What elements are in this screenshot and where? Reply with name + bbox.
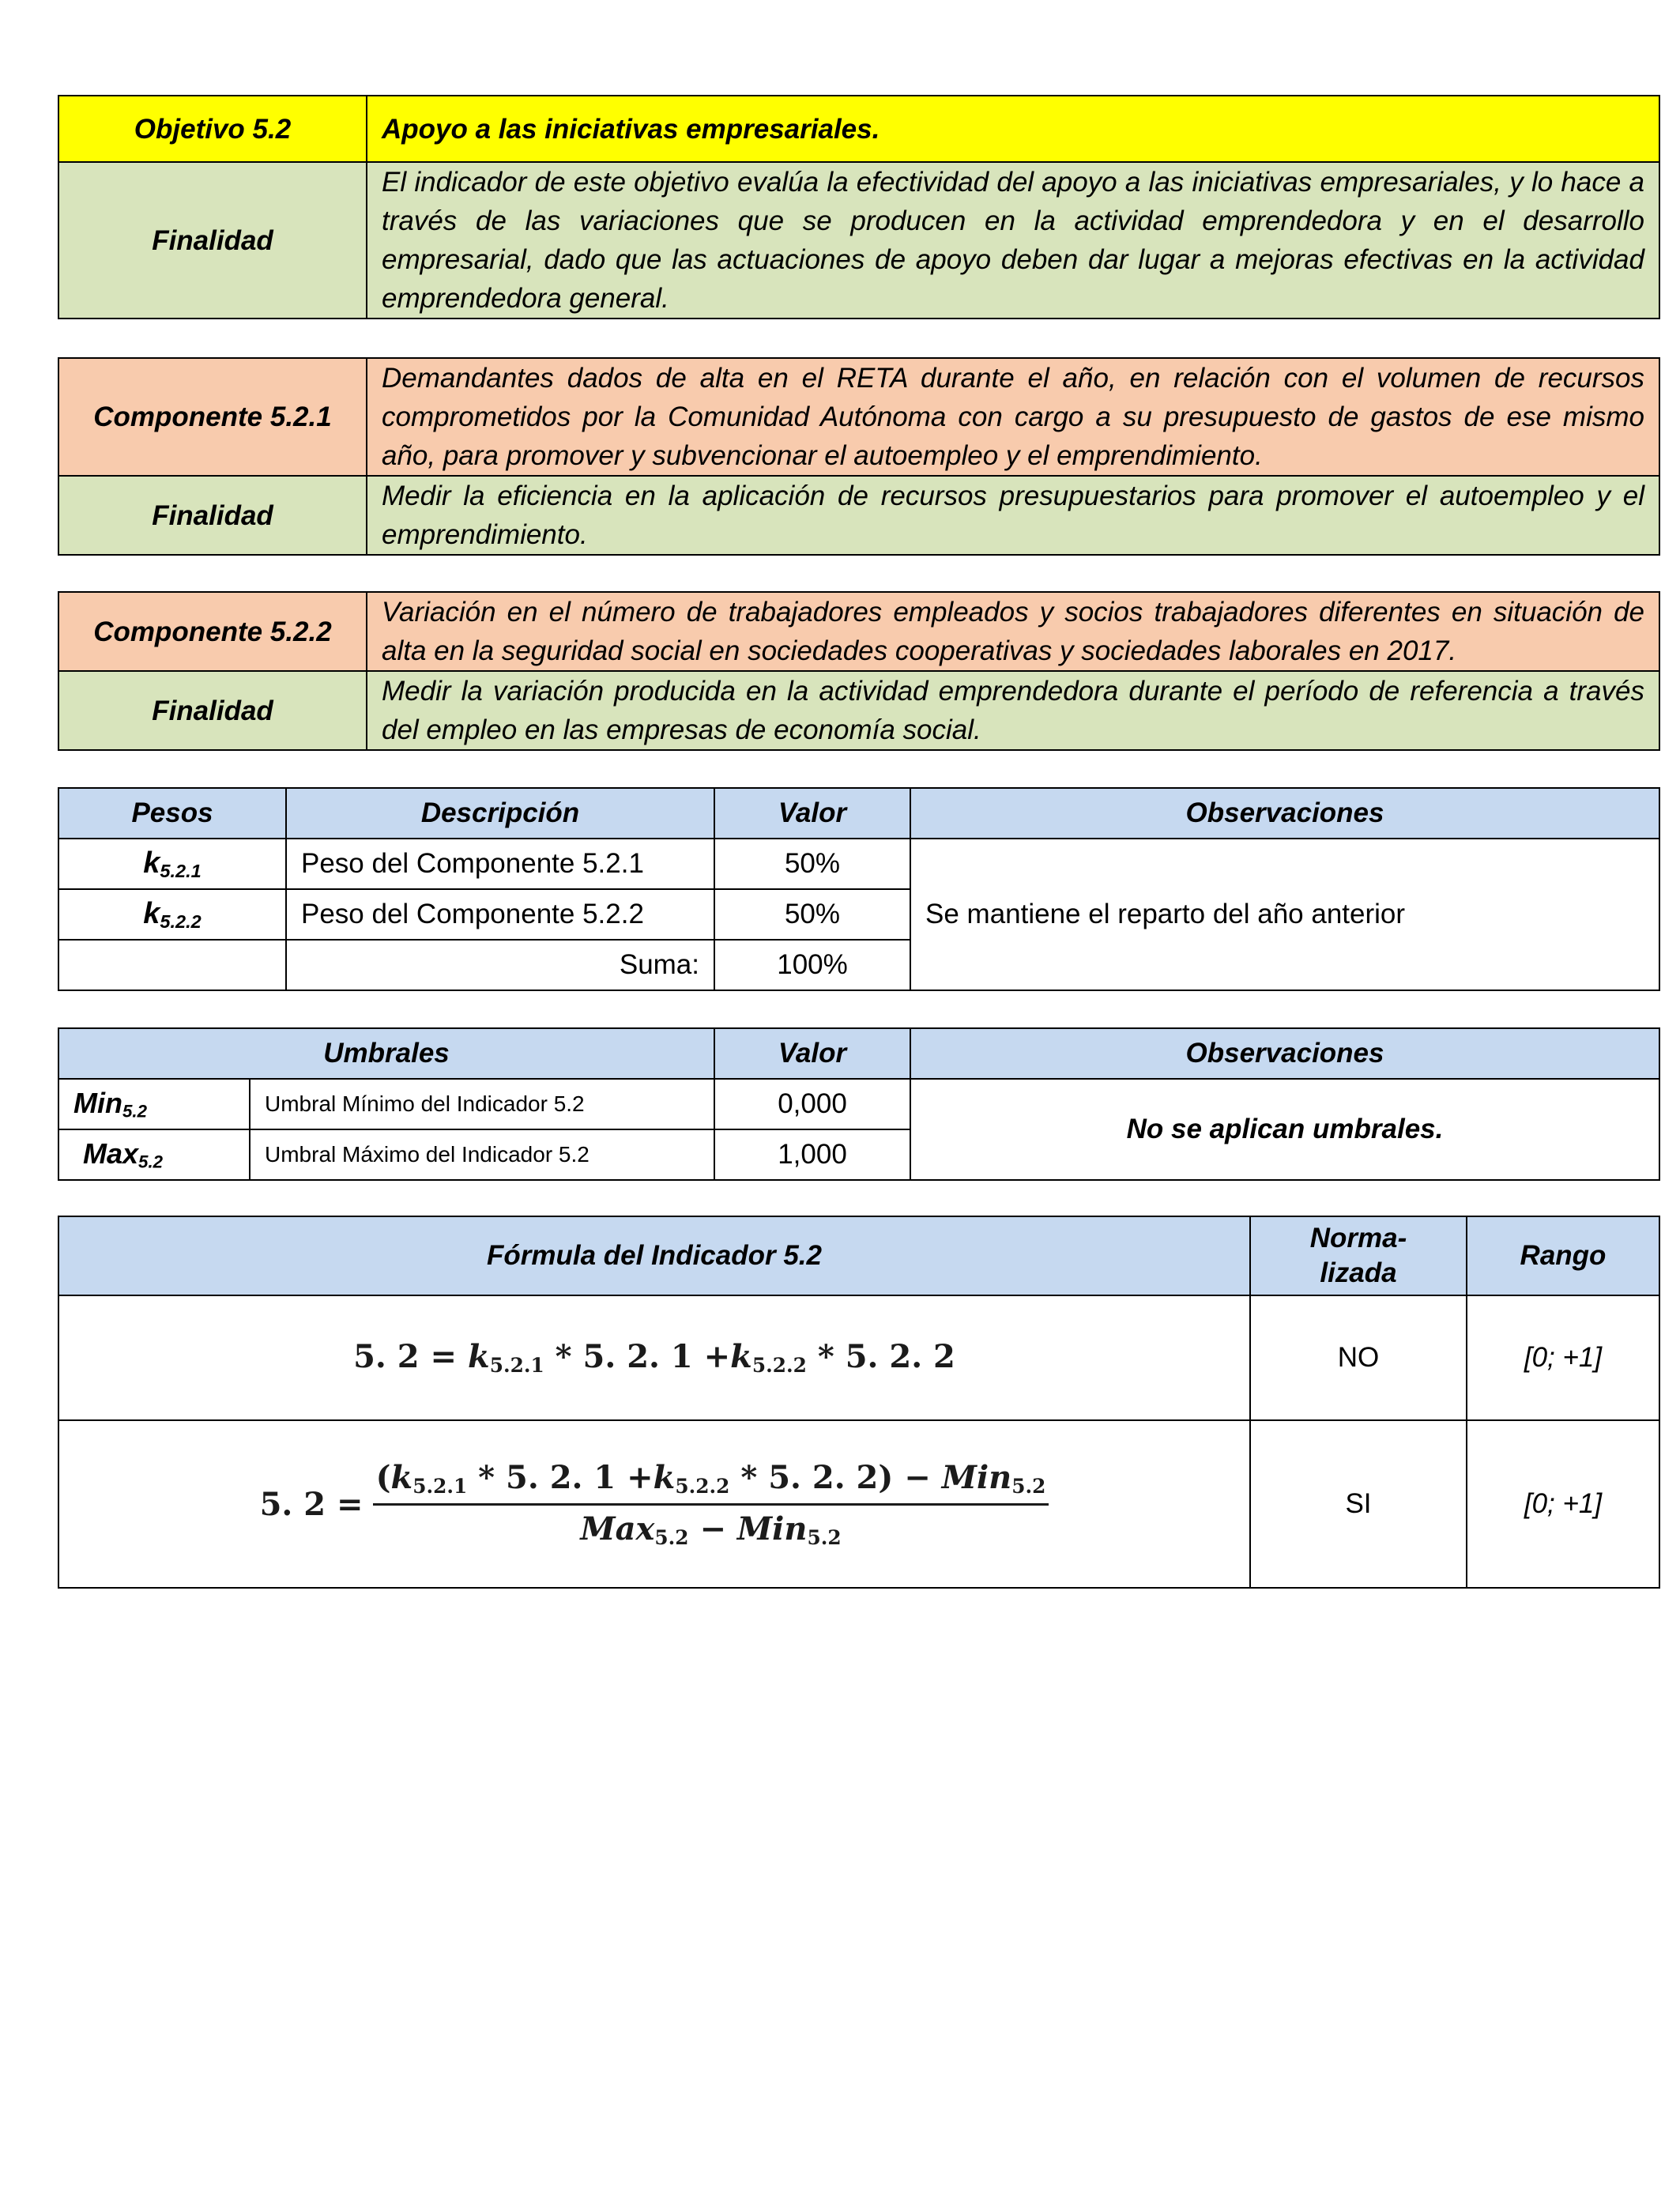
pesos-header-descripcion: Descripción <box>286 788 714 839</box>
objetivo-table <box>58 95 1660 319</box>
pesos-suma-label: Suma: <box>286 940 714 990</box>
peso-symbol-k522: $k_{5.2.2}$ <box>58 889 286 940</box>
componente-521-label: Componente 5.2.1 <box>58 358 367 476</box>
umbral-desc-max: Umbral Máximo del Indicador 5.2 <box>250 1129 714 1180</box>
pesos-suma-empty <box>58 940 286 990</box>
formula-2: 5. 2 = ($k_{5.2.1} * 5$. 2. $1 +k_{5.2.2} * 5$. 2. 2) − Min$_{5.2}$ Max$_{5.2}$ − Min$_{5.2}$ <box>58 1420 1250 1588</box>
formula-2-numerator: ($k_{5.2.1} * 5$. 2. $1 +k_{5.2.2} * 5$. 2. 2) − Min$_{5.2}$ <box>375 1459 1046 1498</box>
umbral-valor-max: 1,000 <box>714 1129 910 1180</box>
componente-522-label: Componente 5.2.2 <box>58 592 367 671</box>
formula-2-denominator: Max$_{5.2}$ − Min$_{5.2}$ <box>580 1510 842 1549</box>
umbrales-header-observaciones: Observaciones <box>910 1028 1659 1079</box>
formula-2-rango: [0; +1] <box>1467 1420 1659 1588</box>
componente-521-finalidad-label: Finalidad <box>58 476 367 555</box>
pesos-suma-valor: 100% <box>714 940 910 990</box>
formula-header-rango: Rango <box>1467 1216 1659 1295</box>
formula-2-normalizada: SI <box>1250 1420 1467 1588</box>
umbrales-observacion: No se aplican umbrales. <box>910 1079 1659 1180</box>
pesos-header-valor: Valor <box>714 788 910 839</box>
formula-1-normalizada: NO <box>1250 1295 1467 1420</box>
objetivo-finalidad-label: Finalidad <box>58 162 367 319</box>
pesos-header-pesos: Pesos <box>58 788 286 839</box>
umbral-desc-min: Umbral Mínimo del Indicador 5.2 <box>250 1079 714 1129</box>
objetivo-finalidad-text: El indicador de este objetivo evalúa la efectividad del apoyo a las iniciativas empresariales, y lo hace a través de las variaciones que se producen en la actividad emprendedora y en el desarrollo empresarial, dado que las actuaciones de apoyo deben dar lugar a mejoras efectivas en la actividad emprendedora general. <box>367 162 1659 319</box>
componente-522-finalidad-label: Finalidad <box>58 671 367 750</box>
formula-table <box>58 1216 1660 1589</box>
peso-symbol-k521: $k_{5.2.1}$ <box>58 839 286 889</box>
peso-valor-521: 50% <box>714 839 910 889</box>
objetivo-title: Apoyo a las iniciativas empresariales. <box>367 96 1659 162</box>
componente-521-finalidad-text: Medir la eficiencia en la aplicación de recursos presupuestarios para promover el autoempleo y el emprendimiento. <box>367 476 1659 555</box>
peso-desc-522: Peso del Componente 5.2.2 <box>286 889 714 940</box>
pesos-table <box>58 787 1660 991</box>
componente-521-text: Demandantes dados de alta en el RETA durante el año, en relación con el volumen de recursos comprometidos por la Comunidad Autónoma con cargo a su presupuesto de gastos de ese mismo año, para promover y subvencionar el autoempleo y el emprendimiento. <box>367 358 1659 476</box>
umbral-symbol-max: Max$_{5.2}$ <box>58 1129 250 1180</box>
formula-1: 5. $2 = k_{5.2.1} * 5$. 2. $1 +k_{5.2.2} * 5$. 2. 2 <box>58 1295 1250 1420</box>
formula-1-rango: [0; +1] <box>1467 1295 1659 1420</box>
componente-522-text: Variación en el número de trabajadores empleados y socios trabajadores diferentes en situación de alta en la seguridad social en sociedades cooperativas y sociedades laborales en 2017. <box>367 592 1659 671</box>
formula-header-title: Fórmula del Indicador 5.2 <box>58 1216 1250 1295</box>
umbral-valor-min: 0,000 <box>714 1079 910 1129</box>
pesos-observacion: Se mantiene el reparto del año anterior <box>910 839 1659 990</box>
componente-521-table <box>58 357 1660 556</box>
umbrales-header-umbrales: Umbrales <box>58 1028 714 1079</box>
umbral-symbol-min: Min$_{5.2}$ <box>58 1079 250 1129</box>
peso-valor-522: 50% <box>714 889 910 940</box>
umbrales-header-valor: Valor <box>714 1028 910 1079</box>
umbrales-table <box>58 1027 1660 1181</box>
componente-522-finalidad-text: Medir la variación producida en la actividad emprendedora durante el período de referencia a través del empleo en las empresas de economía social. <box>367 671 1659 750</box>
objetivo-label: Objetivo 5.2 <box>58 96 367 162</box>
componente-522-table <box>58 591 1660 751</box>
peso-desc-521: Peso del Componente 5.2.1 <box>286 839 714 889</box>
formula-header-normalizada: Norma- lizada <box>1250 1216 1467 1295</box>
pesos-header-observaciones: Observaciones <box>910 788 1659 839</box>
